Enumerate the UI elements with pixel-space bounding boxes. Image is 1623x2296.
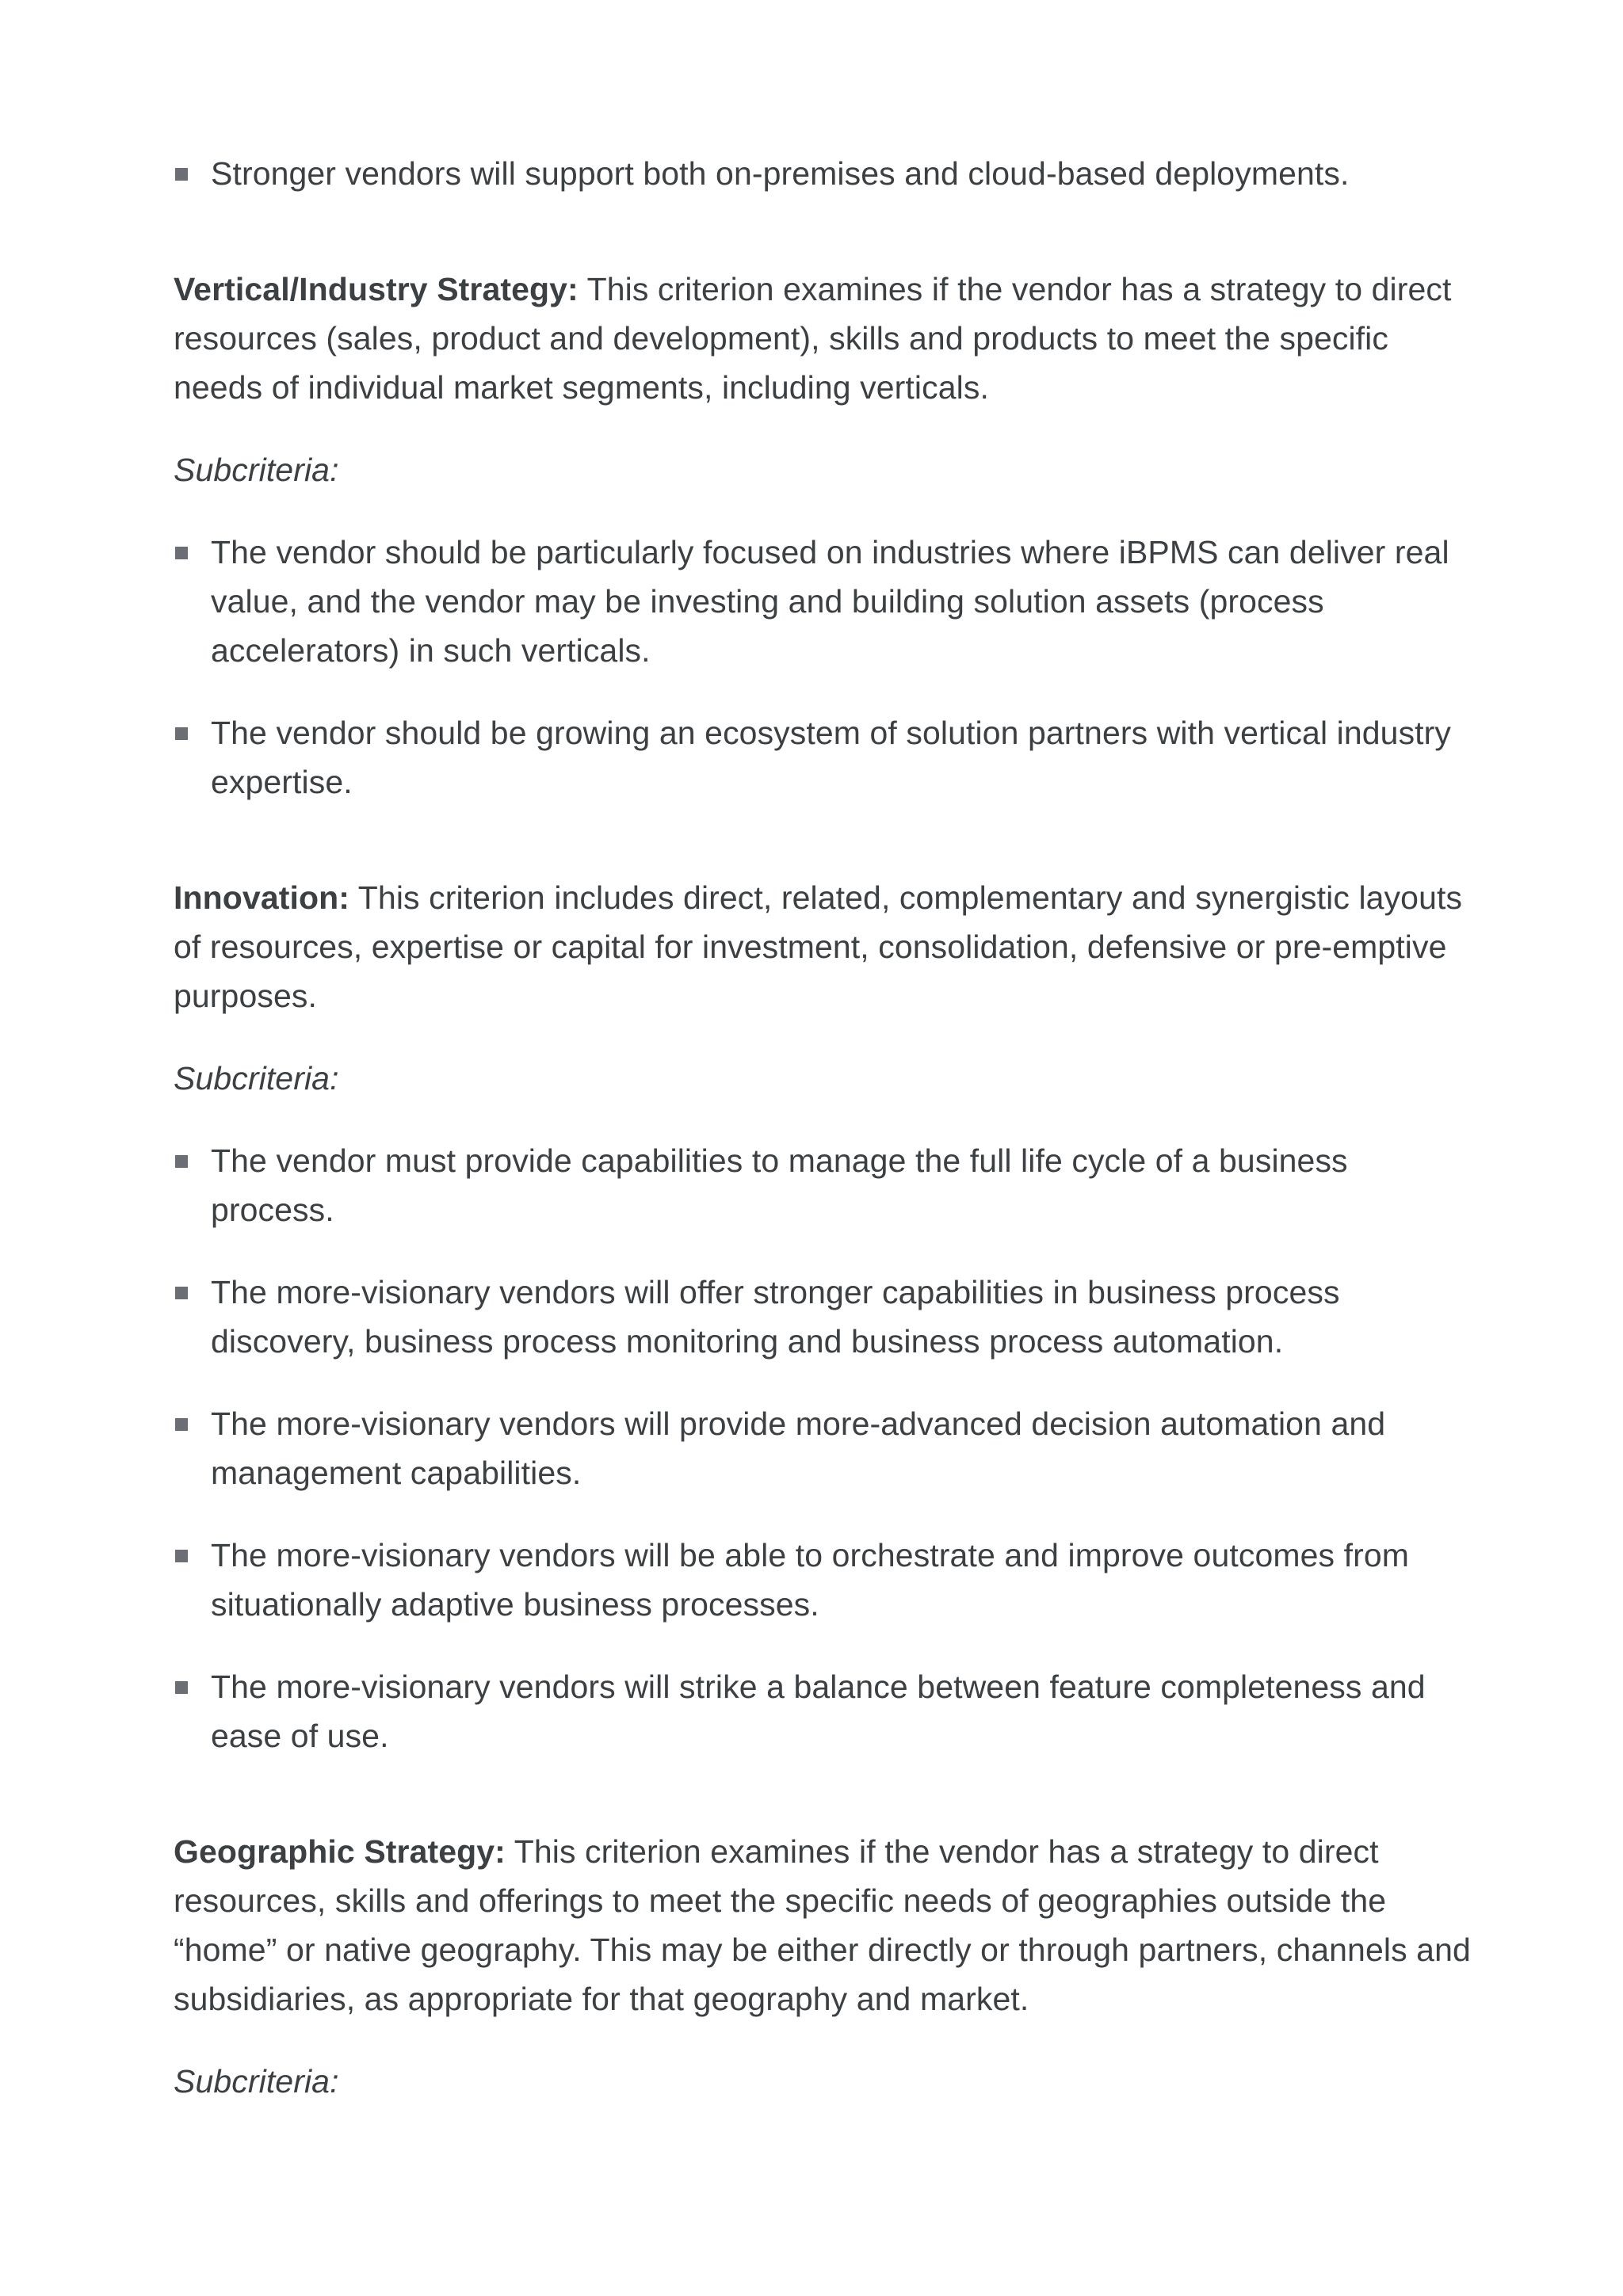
subcriteria-label: Subcriteria: <box>174 1060 339 1097</box>
vertical-strategy-term: Vertical/Industry Strategy: <box>174 271 579 307</box>
list-item <box>174 1136 1473 1234</box>
document-page <box>174 149 1473 2139</box>
square-bullet-icon <box>175 727 188 740</box>
list-item-text: The vendor should be growing an ecosystem of solution partners with vertical industry expertise. <box>211 715 1452 800</box>
list-item <box>174 528 1473 675</box>
section-spacer <box>174 1794 1473 1827</box>
list-item <box>174 708 1473 807</box>
list-item-text: The more-visionary vendors will provide more-advanced decision automation and management capabilities. <box>211 1405 1386 1491</box>
innovation-paragraph <box>174 873 1473 1020</box>
list-item-text: The more-visionary vendors will offer stronger capabilities in business process discovery, business process monitoring and business process automation. <box>211 1274 1340 1360</box>
list-item-text: Stronger vendors will support both on-premises and cloud-based deployments. <box>211 155 1350 192</box>
list-item <box>174 1662 1473 1760</box>
list-item <box>174 1268 1473 1366</box>
square-bullet-icon <box>175 1287 188 1299</box>
innovation-text: This criterion includes direct, related, complementary and synergistic layouts of resources, expertise or capital for investment, consolidation, defensive or pre-emptive purposes. <box>174 879 1463 1014</box>
geographic-strategy-paragraph <box>174 1827 1473 2023</box>
innovation-subcriteria-list <box>174 1136 1473 1760</box>
section-spacer <box>174 840 1473 873</box>
list-item <box>174 1399 1473 1497</box>
list-item-text: The more-visionary vendors will be able to orchestrate and improve outcomes from situationally adaptive business processes. <box>211 1537 1409 1623</box>
list-item-text: The vendor should be particularly focused on industries where iBPMS can deliver real value, and the vendor may be investing and building solution assets (process accelerators) in such verticals. <box>211 534 1449 669</box>
subcriteria-label: Subcriteria: <box>174 452 339 488</box>
square-bullet-icon <box>175 547 188 559</box>
geographic-strategy-term: Geographic Strategy: <box>174 1833 506 1870</box>
intro-bullet-list <box>174 149 1473 198</box>
square-bullet-icon <box>175 1155 188 1168</box>
subcriteria-label: Subcriteria: <box>174 2063 339 2100</box>
section-spacer <box>174 231 1473 265</box>
list-item-text: The vendor must provide capabilities to manage the full life cycle of a business process. <box>211 1142 1348 1228</box>
innovation-term: Innovation: <box>174 879 350 916</box>
square-bullet-icon <box>175 1418 188 1431</box>
vertical-strategy-text: This criterion examines if the vendor has a strategy to direct resources (sales, product and development), skills and products to meet the specific needs of individual market segments, including verticals. <box>174 271 1452 406</box>
list-item <box>174 1531 1473 1629</box>
vertical-strategy-paragraph <box>174 265 1473 412</box>
square-bullet-icon <box>175 168 188 181</box>
square-bullet-icon <box>175 1681 188 1694</box>
list-item <box>174 149 1473 198</box>
square-bullet-icon <box>175 1550 188 1562</box>
list-item-text: The more-visionary vendors will strike a balance between feature completeness and ease of use. <box>211 1669 1426 1754</box>
vertical-subcriteria-list <box>174 528 1473 807</box>
geographic-strategy-text: This criterion examines if the vendor has a strategy to direct resources, skills and offerings to meet the specific needs of geographies outside the “home” or native geography. This may be either directly or through partners, channels and subsidiaries, as appropriate for that geography and market. <box>174 1833 1471 2017</box>
